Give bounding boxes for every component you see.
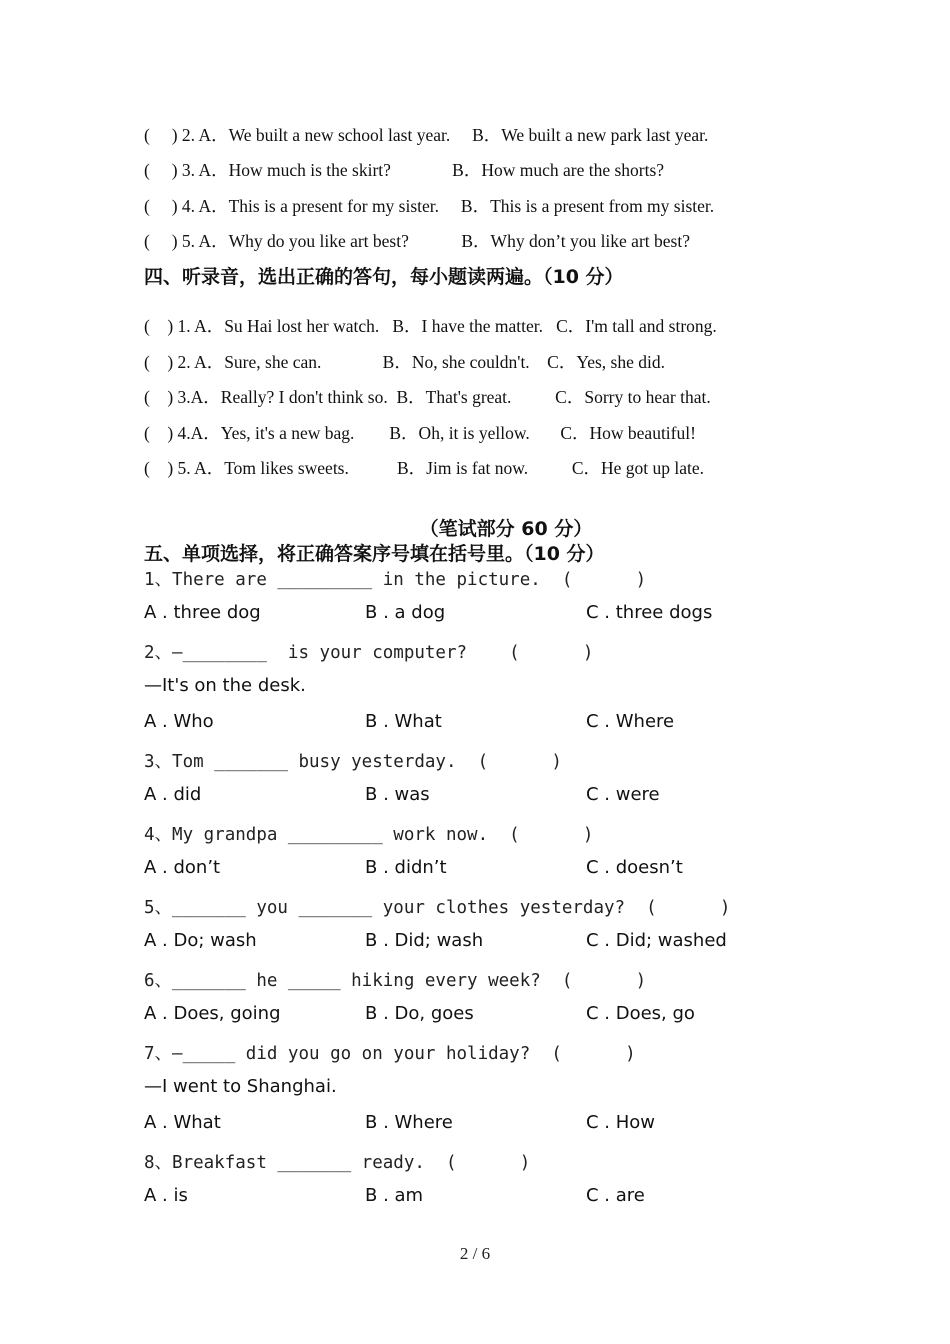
option-c: C . were — [586, 784, 660, 805]
option-c: C . doesn’t — [586, 857, 683, 878]
question-stem: 6、_______ he _____ hiking every week? ( ) — [144, 971, 647, 991]
question-stem: 7、—_____ did you go on your holiday? ( ) — [144, 1044, 636, 1064]
listening-item: ( ) 5. A．Tom likes sweets. B．Jim is fat now. C．He got up late. — [144, 458, 705, 478]
option-c: C . How — [586, 1112, 656, 1133]
option-b: B . Do, goes — [365, 1003, 474, 1024]
option-a: A . don’t — [144, 857, 221, 878]
written-part-title: （笔试部分 60 分） — [419, 518, 593, 540]
option-b: B . was — [365, 784, 430, 805]
option-b: B . What — [365, 711, 442, 732]
listening-item: ( ) 3.A．Really? I don't think so. B．That's great. C．Sorry to hear that. — [144, 387, 711, 407]
option-b: B . Did; wash — [365, 930, 484, 951]
question-reply: —It's on the desk. — [144, 675, 306, 696]
option-b: B . a dog — [365, 602, 446, 623]
option-b: B . Where — [365, 1112, 453, 1133]
section5-title: 五、单项选择，将正确答案序号填在括号里。（10 分） — [144, 543, 605, 565]
option-c: C . Did; washed — [586, 930, 727, 951]
question-stem: 5、_______ you _______ your clothes yesterday? ( ) — [144, 898, 731, 918]
section4-title: 四、听录音，选出正确的答句，每小题读两遍。（10 分） — [144, 266, 624, 288]
option-a: A . three dog — [144, 602, 261, 623]
question-stem: 2、—________ is your computer? ( ) — [144, 643, 594, 663]
option-a: A . did — [144, 784, 202, 805]
listening-item: ( ) 2. A．We built a new school last year. B．We built a new park last year. — [144, 125, 709, 145]
option-c: C . Does, go — [586, 1003, 695, 1024]
listening-item: ( ) 4.A．Yes, it's a new bag. B．Oh, it is yellow. C．How beautiful! — [144, 423, 696, 443]
option-a: A . Do; wash — [144, 930, 257, 951]
listening-item: ( ) 1. A．Su Hai lost her watch. B．I have the matter. C．I'm tall and strong. — [144, 316, 717, 336]
option-a: A . Who — [144, 711, 214, 732]
listening-item: ( ) 5. A．Why do you like art best? B．Why don’t you like art best? — [144, 231, 690, 251]
page-number: 2 / 6 — [459, 1244, 491, 1263]
option-b: B . didn’t — [365, 857, 447, 878]
option-a: A . Does, going — [144, 1003, 281, 1024]
question-stem: 1、There are _________ in the picture. ( ) — [144, 570, 647, 590]
option-a: A . is — [144, 1185, 188, 1206]
option-a: A . What — [144, 1112, 221, 1133]
listening-item: ( ) 4. A．This is a present for my sister. B．This is a present from my sister. — [144, 196, 715, 216]
listening-item: ( ) 2. A．Sure, she can. B．No, she couldn't. C．Yes, she did. — [144, 352, 666, 372]
option-c: C . three dogs — [586, 602, 713, 623]
listening-item: ( ) 3. A．How much is the skirt? B．How much are the shorts? — [144, 160, 665, 180]
option-c: C . are — [586, 1185, 645, 1206]
question-stem: 3、Tom _______ busy yesterday. ( ) — [144, 752, 562, 772]
question-stem: 4、My grandpa _________ work now. ( ) — [144, 825, 594, 845]
question-stem: 8、Breakfast _______ ready. ( ) — [144, 1153, 531, 1173]
option-c: C . Where — [586, 711, 675, 732]
option-b: B . am — [365, 1185, 424, 1206]
question-reply: —I went to Shanghai. — [144, 1076, 337, 1097]
